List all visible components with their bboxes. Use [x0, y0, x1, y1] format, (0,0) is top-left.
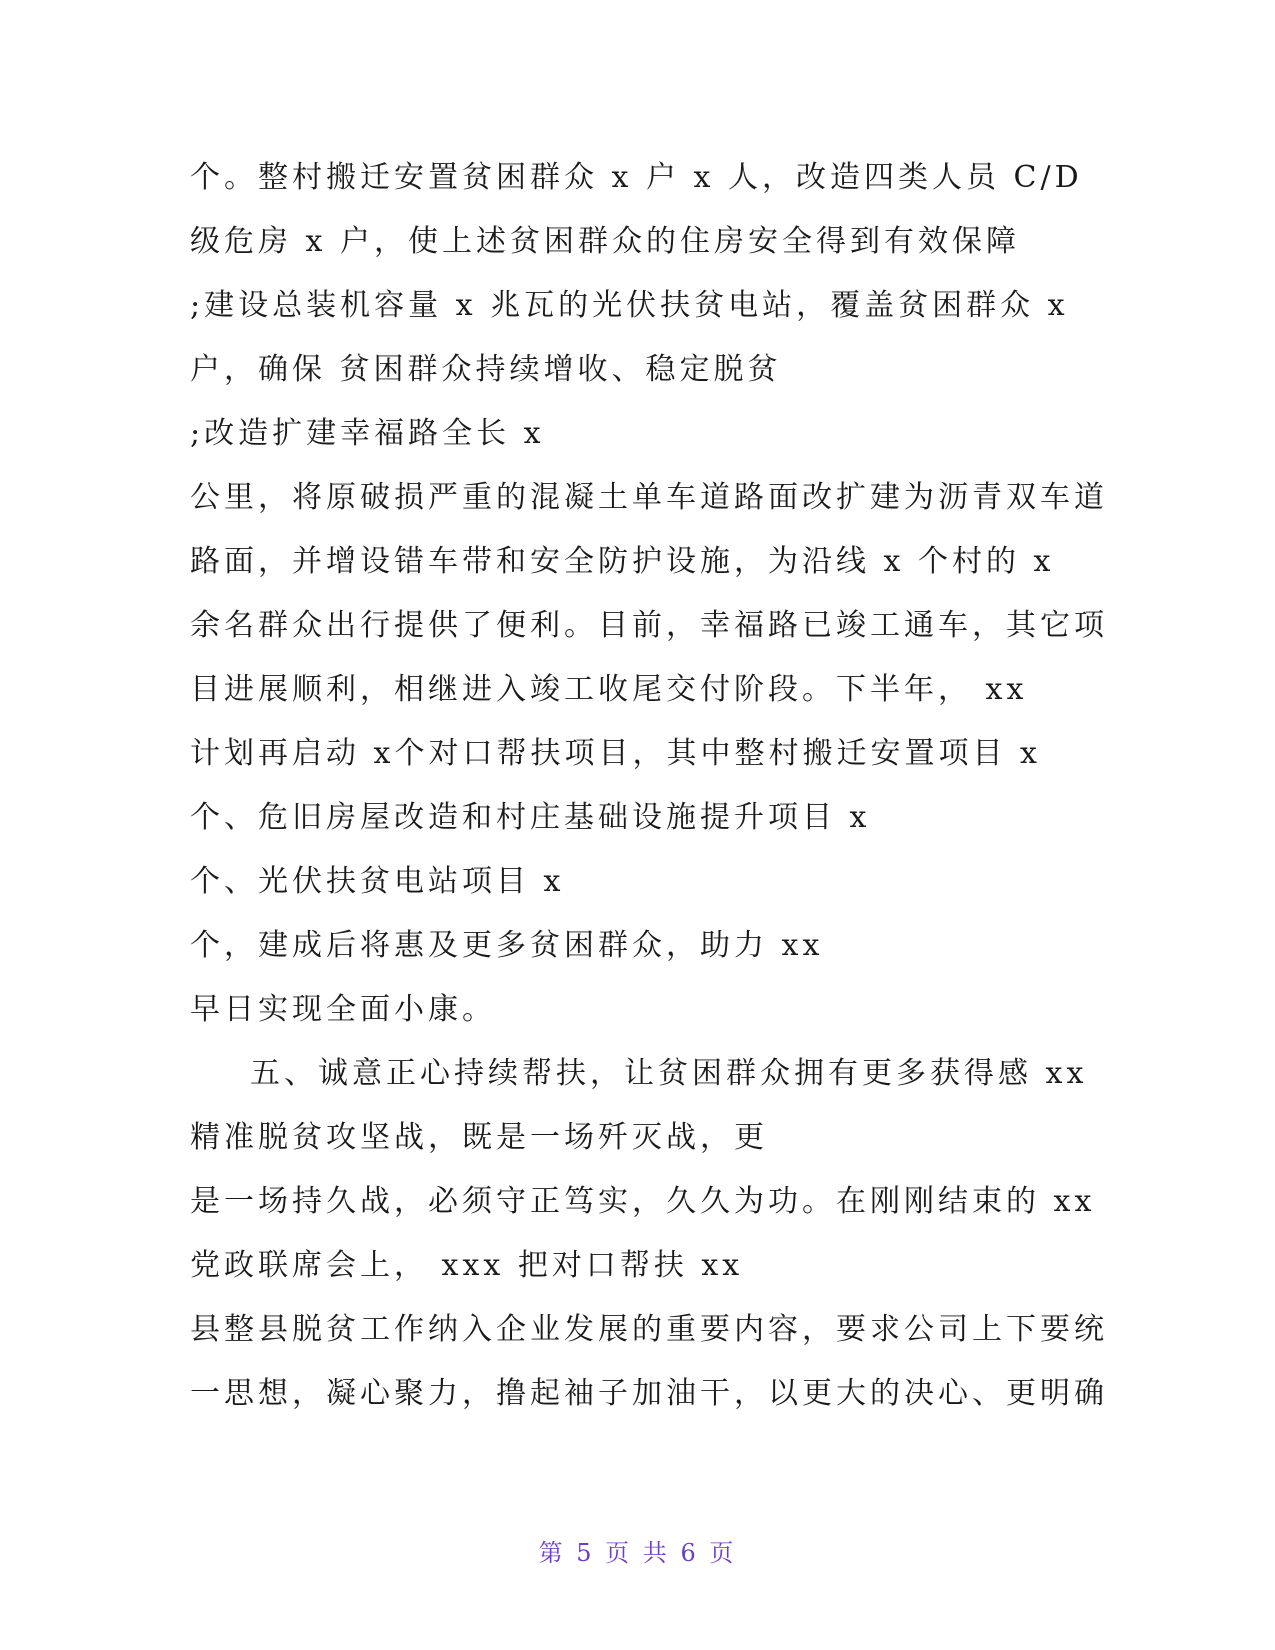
text-line: 余名群众出行提供了便利。目前，幸福路已竣工通车，其它项	[190, 608, 1108, 643]
text-line: 计划再启动 x个对口帮扶项目，其中整村搬迁安置项目 x	[190, 736, 1041, 771]
text-line: 路面，并增设错车带和安全防护设施，为沿线 x 个村的 x	[190, 544, 1055, 579]
section-heading-line: 五、诚意正心持续帮扶，让贫困群众拥有更多获得感 xx	[250, 1056, 1088, 1091]
text-line: 个、危旧房屋改造和村庄基础设施提升项目 x	[190, 800, 871, 835]
text-line: 党政联席会上， xxx 把对口帮扶 xx	[190, 1248, 744, 1283]
body-text	[190, 146, 1108, 1426]
text-line: 个。整村搬迁安置贫困群众 x 户 x 人，改造四类人员 C/D	[190, 160, 1083, 195]
text-line: 个，建成后将惠及更多贫困群众，助力 xx	[190, 928, 824, 963]
text-line: 县整县脱贫工作纳入企业发展的重要内容，要求公司上下要统	[190, 1312, 1108, 1347]
text-line: ;建设总装机容量 x 兆瓦的光伏扶贫电站，覆盖贫困群众 x	[190, 288, 1069, 323]
text-line: 目进展顺利，相继进入竣工收尾交付阶段。下半年， xx	[190, 672, 1028, 707]
text-line: 一思想，凝心聚力，撸起袖子加油干，以更大的决心、更明确	[190, 1376, 1108, 1411]
text-line: 是一场持久战，必须守正笃实，久久为功。在刚刚结束的 xx	[190, 1184, 1096, 1219]
text-line: 公里，将原破损严重的混凝土单车道路面改扩建为沥青双车道	[190, 480, 1108, 515]
text-line: 级危房 x 户，使上述贫困群众的住房安全得到有效保障	[190, 224, 1020, 259]
text-line: 早日实现全面小康。	[190, 992, 496, 1027]
text-line: ;改造扩建幸福路全长 x	[190, 416, 545, 451]
text-line: 个、光伏扶贫电站项目 x	[190, 864, 565, 899]
text-line: 户，确保 贫困群众持续增收、稳定脱贫	[190, 352, 782, 387]
page-number-footer: 第 5 页 共 6 页	[538, 1539, 737, 1567]
text-line: 精准脱贫攻坚战，既是一场歼灭战，更	[190, 1120, 768, 1155]
